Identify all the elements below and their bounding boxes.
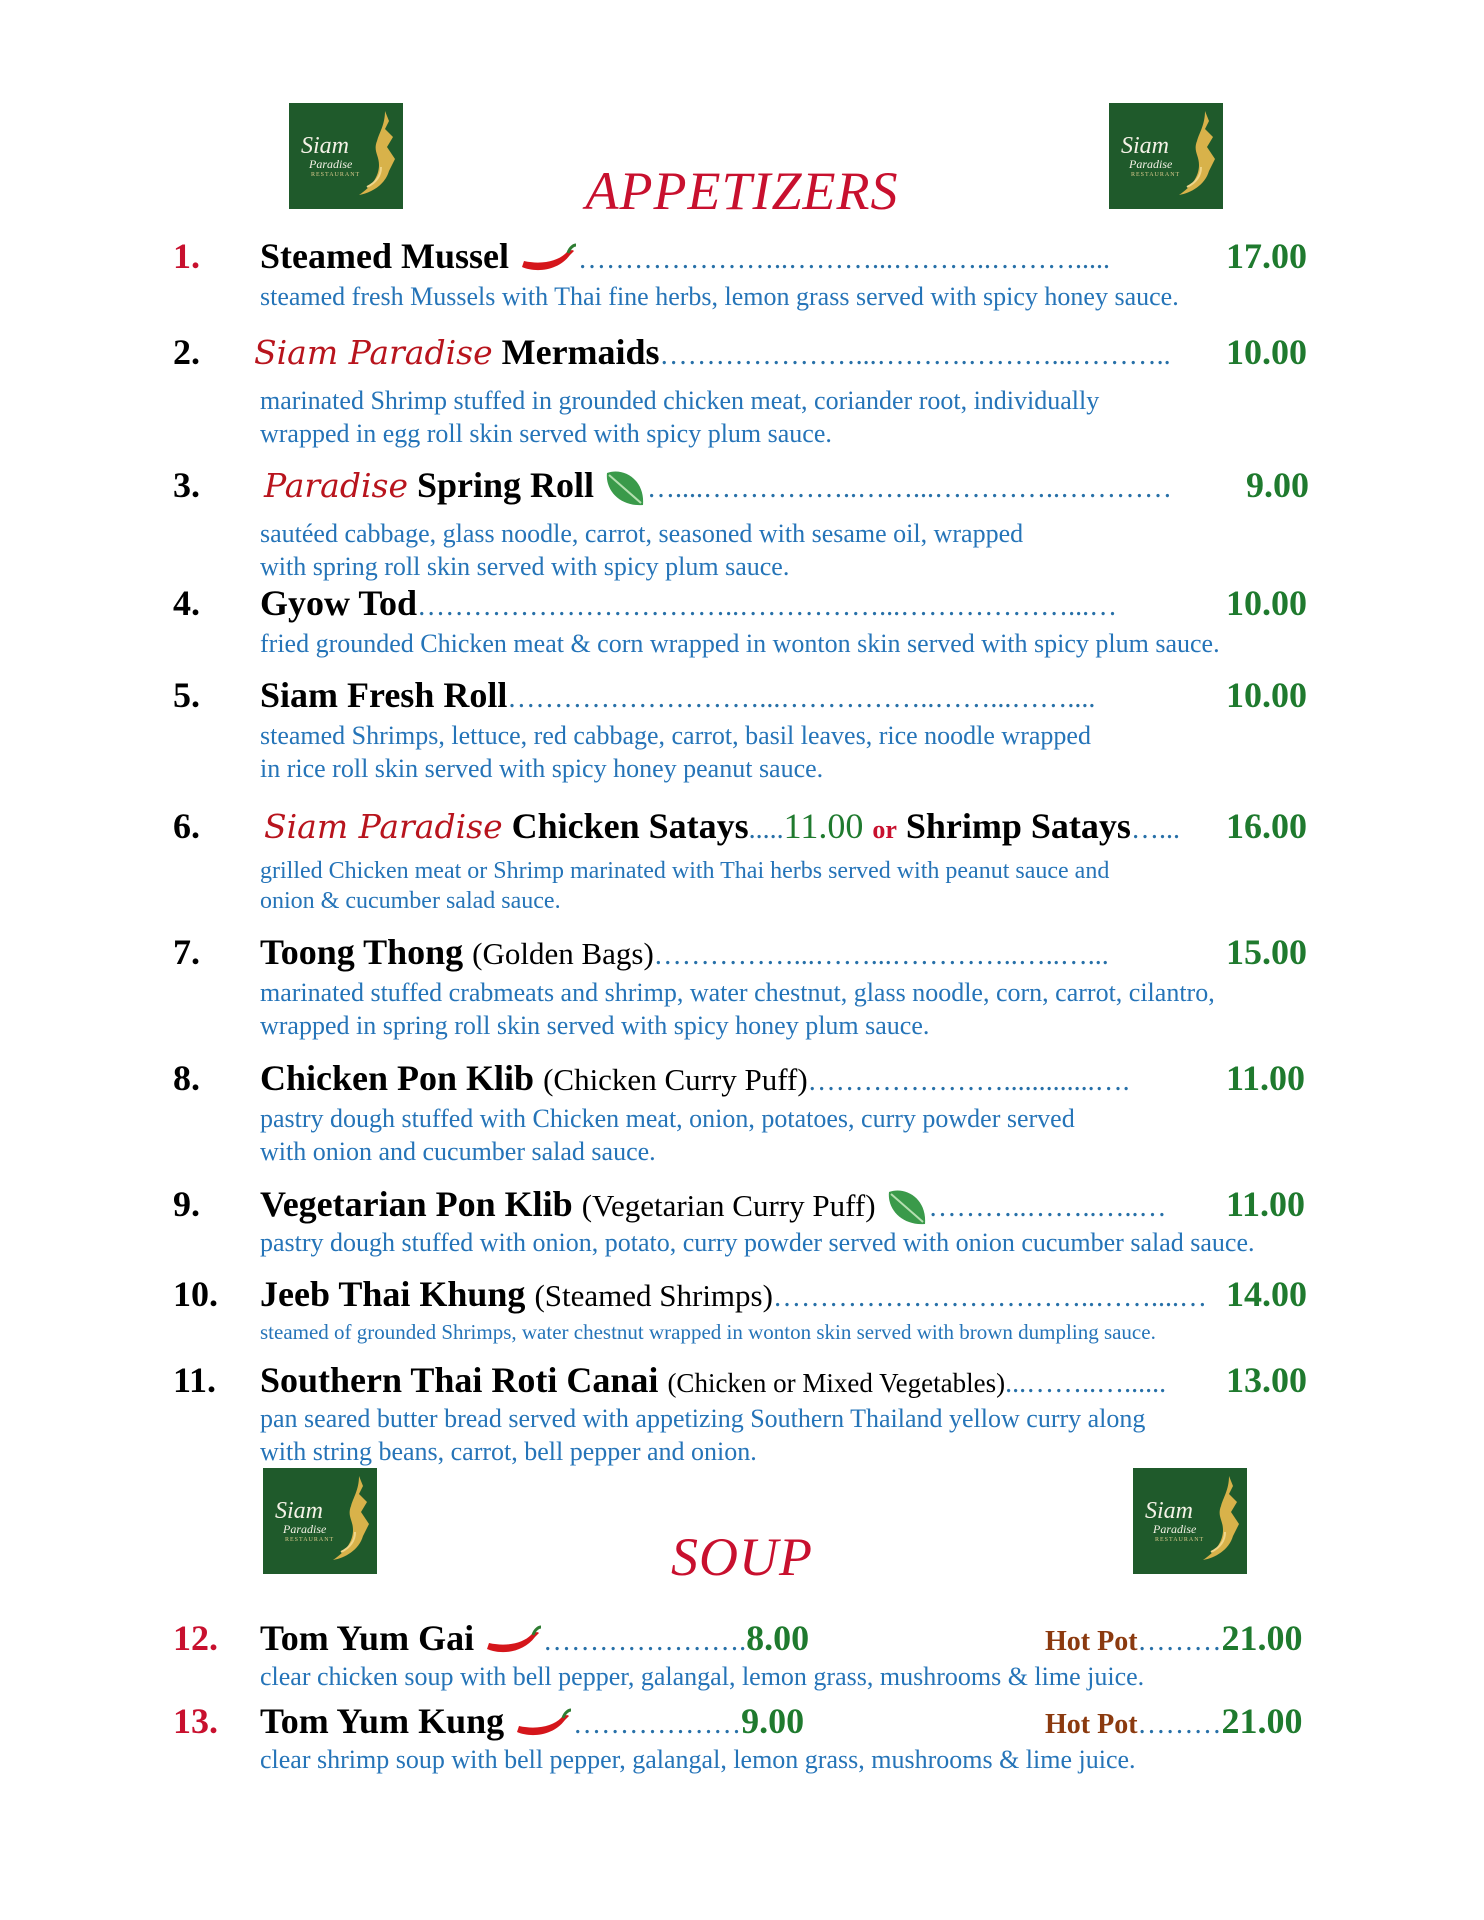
item-number: 12. xyxy=(173,1618,218,1658)
item-description: steamed Shrimps, lettuce, red cabbage, carrot, basil leaves, rice noodle wrapped xyxy=(260,721,1091,750)
item-number: 2. xyxy=(173,332,200,372)
item-description: clear chicken soup with bell pepper, galangal, lemon grass, mushrooms & lime juice. xyxy=(260,1662,1145,1691)
menu-item-satays xyxy=(0,802,1484,914)
item-number: 11. xyxy=(173,1360,217,1400)
menu-item xyxy=(0,1356,1484,1466)
soup-item xyxy=(0,1614,1484,1691)
item-description: steamed fresh Mussels with Thai fine herbs, lemon grass served with spicy honey sauce. xyxy=(260,282,1179,311)
item-description: onion & cucumber salad sauce. xyxy=(260,888,561,914)
item-description: pastry dough stuffed with Chicken meat, onion, potatoes, curry powder served xyxy=(260,1104,1075,1133)
menu-item xyxy=(0,232,1484,311)
logo-soup-right: Siam Paradise RESTAURANT xyxy=(1133,1468,1247,1574)
item-description: in rice roll skin served with spicy honey peanut sauce. xyxy=(260,754,824,783)
item-description: marinated Shrimp stuffed in grounded chicken meat, coriander root, individually xyxy=(260,386,1100,415)
item-number: 1. xyxy=(173,236,200,276)
item-number: 4. xyxy=(173,583,200,623)
item-price: 11.00 xyxy=(1226,1184,1306,1224)
item-name: Paradise Spring Roll …....……………..……...…………..………… xyxy=(264,461,1172,513)
item-name: Siam Fresh Roll………………………...……………..……...…….... xyxy=(260,675,1096,715)
item-price: 17.00 xyxy=(1226,236,1307,276)
item-name: Chicken Pon Klib (Chicken Curry Puff)………………….............…. xyxy=(260,1058,1130,1098)
item-description: with onion and cucumber salad sauce. xyxy=(260,1137,656,1166)
item-name: Southern Thai Roti Canai (Chicken or Mixed Vegetables)...……..…...... xyxy=(260,1360,1167,1400)
item-price: 9.00 xyxy=(1246,465,1309,505)
chili-icon xyxy=(483,1625,543,1659)
item-name: Tom Yum Kung ………………9.00 xyxy=(260,1701,805,1741)
section-title-soup: SOUP xyxy=(671,1527,813,1587)
chili-icon xyxy=(518,243,578,277)
logo-soup-left: Siam Paradise RESTAURANT xyxy=(263,1468,377,1574)
soup-item xyxy=(0,1697,1484,1774)
menu-item xyxy=(0,579,1484,658)
item-name: Steamed Mussel …………………..………...………..………..... xyxy=(260,236,1110,276)
logo-top-left: Siam Paradise RESTAURANT xyxy=(289,103,403,209)
item-description: sautéed cabbage, glass noodle, carrot, seasoned with sesame oil, wrapped xyxy=(260,519,1024,548)
item-price: 10.00 xyxy=(1226,332,1307,372)
item-description: pastry dough stuffed with onion, potato, curry powder served with onion cucumber salad sauce. xyxy=(260,1228,1255,1257)
item-description: pan seared butter bread served with appetizing Southern Thailand yellow curry along xyxy=(260,1404,1146,1433)
menu-item xyxy=(0,928,1484,1040)
item-price: 14.00 xyxy=(1226,1274,1307,1314)
item-number: 9. xyxy=(173,1184,200,1224)
menu-item xyxy=(0,461,1484,581)
item-description: fried grounded Chicken meat & corn wrapped in wonton skin served with spicy plum sauce. xyxy=(260,629,1220,658)
item-name: Siam Paradise Chicken Satays.....11.00 or Shrimp Satays…... xyxy=(264,806,1180,846)
menu-item xyxy=(0,1180,1484,1257)
item-number: 10. xyxy=(173,1274,218,1314)
item-name: Tom Yum Gai ………………….8.00 xyxy=(260,1618,810,1658)
leaf-icon xyxy=(885,1186,929,1230)
item-name: Jeeb Thai Khung (Steamed Shrimps)……………………………..……....… xyxy=(260,1274,1207,1314)
menu-item xyxy=(0,328,1484,448)
menu-item xyxy=(0,671,1484,783)
item-name: Toong Thong (Golden Bags)……………...……...…………..…..…... xyxy=(260,932,1109,972)
item-description: clear shrimp soup with bell pepper, galangal, lemon grass, mushrooms & lime juice. xyxy=(260,1745,1136,1774)
leaf-icon xyxy=(603,467,647,511)
item-name: Gyow Tod……………………………..……………...………………...… xyxy=(260,583,1118,623)
item-description: wrapped in spring roll skin served with spicy honey plum sauce. xyxy=(260,1011,930,1040)
item-description: grilled Chicken meat or Shrimp marinated with Thai herbs served with peanut sauce and xyxy=(260,858,1110,884)
item-price: 13.00 xyxy=(1226,1360,1307,1400)
item-number: 13. xyxy=(173,1701,218,1741)
item-name: Siam Paradise Mermaids…………………...……….………...……….. xyxy=(254,332,1171,372)
item-description: with string beans, carrot, bell pepper and onion. xyxy=(260,1437,757,1466)
logo-top-right: Siam Paradise RESTAURANT xyxy=(1109,103,1223,209)
item-description: wrapped in egg roll skin served with spicy plum sauce. xyxy=(260,419,832,448)
item-number: 5. xyxy=(173,675,200,715)
item-price: 15.00 xyxy=(1226,932,1307,972)
menu-item xyxy=(0,1054,1484,1166)
item-description: marinated stuffed crabmeats and shrimp, water chestnut, glass noodle, corn, carrot, cilantro, xyxy=(260,978,1215,1007)
item-number: 7. xyxy=(173,932,200,972)
item-description: with spring roll skin served with spicy plum sauce. xyxy=(260,552,790,581)
section-title-appetizers: APPETIZERS xyxy=(585,161,899,221)
item-price: 16.00 xyxy=(1226,806,1307,846)
item-price: 10.00 xyxy=(1226,583,1307,623)
item-number: 6. xyxy=(173,806,200,846)
item-name: Vegetarian Pon Klib (Vegetarian Curry Puff) ………..……..…..… xyxy=(260,1180,1167,1232)
hot-pot-price: Hot Pot………21.00 xyxy=(1045,1701,1303,1741)
chili-icon xyxy=(513,1708,573,1742)
item-price: 10.00 xyxy=(1226,675,1307,715)
item-price: 11.00 xyxy=(1226,1058,1306,1098)
item-description: steamed of grounded Shrimps, water chestnut wrapped in wonton skin served with brown dumpling sauce. xyxy=(260,1320,1156,1344)
item-number: 3. xyxy=(173,465,200,505)
menu-item xyxy=(0,1270,1484,1344)
hot-pot-price: Hot Pot………21.00 xyxy=(1045,1618,1303,1658)
item-number: 8. xyxy=(173,1058,200,1098)
